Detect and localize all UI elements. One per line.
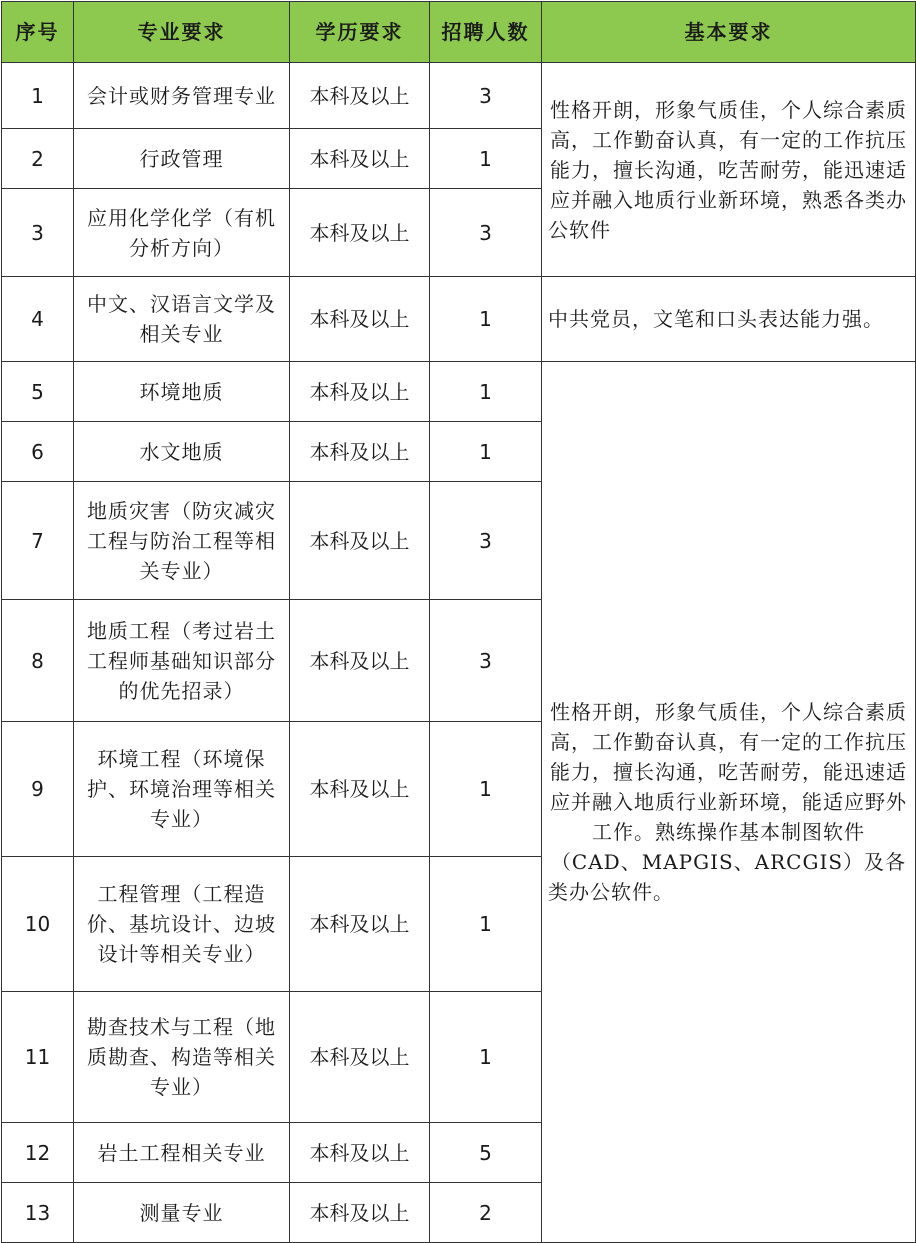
row-no: 5 — [2, 362, 74, 422]
row-no: 1 — [2, 63, 74, 129]
row-count: 3 — [430, 482, 542, 600]
row-count: 2 — [430, 1183, 542, 1243]
row-education: 本科及以上 — [290, 722, 430, 857]
row-count: 5 — [430, 1123, 542, 1183]
row-no: 8 — [2, 600, 74, 722]
requirements-group-5-13: 性格开朗，形象气质佳，个人综合素质高，工作勤奋认真，有一定的工作抗压能力，擅长沟通，吃苦耐劳，能迅速适应并融入地质行业新环境，能适应野外工作。熟练操作基本制图软件（CAD、MAPGIS、ARCGIS）及各类办公软件。 — [542, 362, 916, 1243]
row-count: 3 — [430, 63, 542, 129]
row-no: 2 — [2, 129, 74, 189]
header-row — [2, 2, 916, 63]
row-education: 本科及以上 — [290, 857, 430, 992]
row-major: 行政管理 — [74, 129, 290, 189]
row-count: 1 — [430, 992, 542, 1123]
row-no: 9 — [2, 722, 74, 857]
row-education: 本科及以上 — [290, 992, 430, 1123]
row-no: 4 — [2, 277, 74, 362]
row-count: 1 — [430, 277, 542, 362]
row-education: 本科及以上 — [290, 1183, 430, 1243]
header-no: 序号 — [2, 2, 74, 63]
row-no: 12 — [2, 1123, 74, 1183]
row-education: 本科及以上 — [290, 129, 430, 189]
row-count: 1 — [430, 722, 542, 857]
row-count: 3 — [430, 189, 542, 277]
row-major: 测量专业 — [74, 1183, 290, 1243]
table-row — [2, 362, 916, 422]
row-education: 本科及以上 — [290, 600, 430, 722]
row-education: 本科及以上 — [290, 482, 430, 600]
row-no: 3 — [2, 189, 74, 277]
row-count: 1 — [430, 422, 542, 482]
row-education: 本科及以上 — [290, 422, 430, 482]
row-no: 13 — [2, 1183, 74, 1243]
row-education: 本科及以上 — [290, 1123, 430, 1183]
row-no: 6 — [2, 422, 74, 482]
row-no: 11 — [2, 992, 74, 1123]
header-major: 专业要求 — [74, 2, 290, 63]
row-major: 工程管理（工程造价、基坑设计、边坡设计等相关专业） — [74, 857, 290, 992]
row-education: 本科及以上 — [290, 277, 430, 362]
recruitment-table — [1, 1, 916, 1243]
row-major: 环境地质 — [74, 362, 290, 422]
row-no: 7 — [2, 482, 74, 600]
row-major: 应用化学化学（有机分析方向） — [74, 189, 290, 277]
row-education: 本科及以上 — [290, 63, 430, 129]
row-major: 环境工程（环境保护、环境治理等相关专业） — [74, 722, 290, 857]
row-major: 岩土工程相关专业 — [74, 1123, 290, 1183]
requirements-group-1-3: 性格开朗，形象气质佳，个人综合素质高，工作勤奋认真，有一定的工作抗压能力，擅长沟通，吃苦耐劳，能迅速适应并融入地质行业新环境，熟悉各类办公软件 — [542, 63, 916, 277]
header-count: 招聘人数 — [430, 2, 542, 63]
header-education: 学历要求 — [290, 2, 430, 63]
row-count: 1 — [430, 129, 542, 189]
row-no: 10 — [2, 857, 74, 992]
requirements-group-4: 中共党员，文笔和口头表达能力强。 — [542, 277, 916, 362]
row-count: 1 — [430, 857, 542, 992]
row-education: 本科及以上 — [290, 189, 430, 277]
row-major: 勘查技术与工程（地质勘查、构造等相关专业） — [74, 992, 290, 1123]
row-major: 水文地质 — [74, 422, 290, 482]
row-major: 会计或财务管理专业 — [74, 63, 290, 129]
row-count: 3 — [430, 600, 542, 722]
row-major: 地质灾害（防灾减灾工程与防治工程等相关专业） — [74, 482, 290, 600]
row-count: 1 — [430, 362, 542, 422]
header-requirements: 基本要求 — [542, 2, 916, 63]
row-major: 中文、汉语言文学及相关专业 — [74, 277, 290, 362]
table-row — [2, 277, 916, 362]
row-major: 地质工程（考过岩土工程师基础知识部分的优先招录） — [74, 600, 290, 722]
row-education: 本科及以上 — [290, 362, 430, 422]
table-row — [2, 63, 916, 129]
